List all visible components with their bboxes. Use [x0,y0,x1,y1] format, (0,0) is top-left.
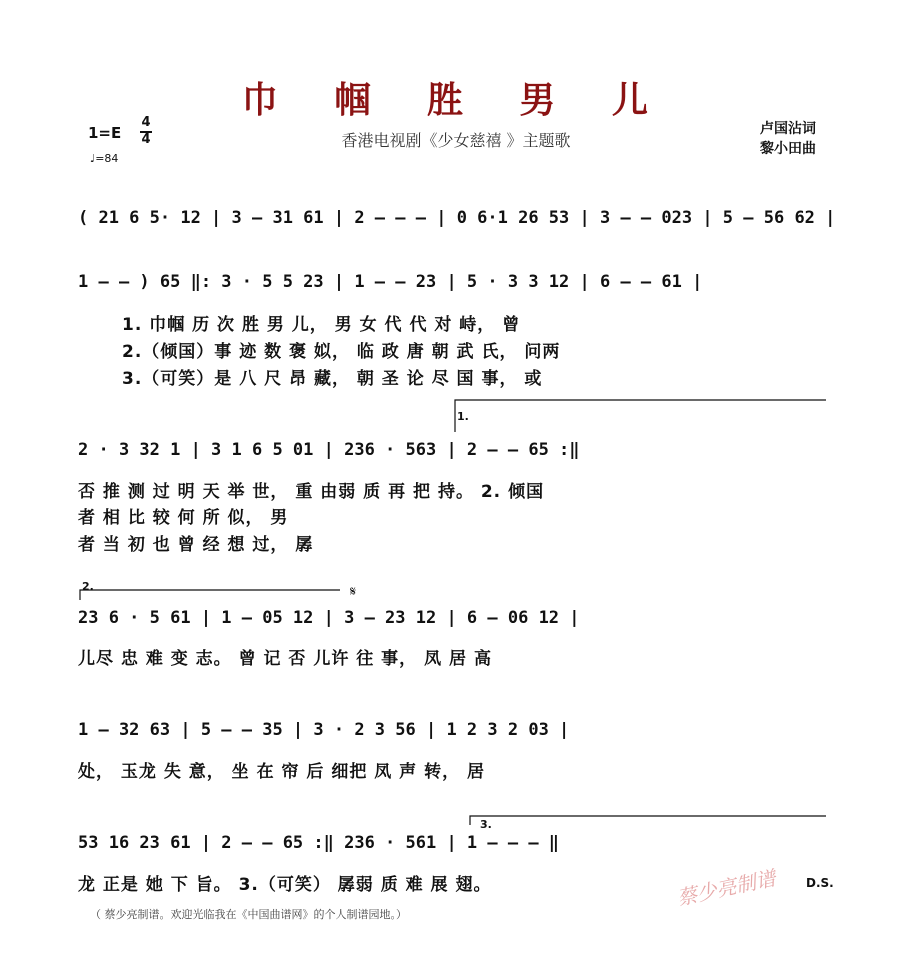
score-row-5-notes: 1 — 32 63 | 5 — — 35 | 3 · 2 3 56 | 1 2 3 2 03 | [78,720,570,740]
time-signature-bottom: 4 [141,132,151,147]
volta-1-label: 1. [457,410,469,423]
score-row-3-notes: 2 · 3 32 1 | 3 1 6 5 01 | 236 · 563 | 2 — — 65 :‖ [78,440,580,460]
footer-note: （ 蔡少亮制谱。欢迎光临我在《中国曲谱网》的个人制谱园地。） [90,908,407,921]
volta-2-bracket [80,590,340,600]
lyrics-row-2-verse-1: 1. 巾帼 历 次 胜 男 儿， 男 女 代 代 对 峙， 曾 [122,315,521,335]
lyrics-row-2-verse-2: 2.（倾国）事 迹 数 褒 姒， 临 政 唐 朝 武 氏， 问两 [122,342,561,362]
watermark: 蔡少亮制谱 [674,865,778,911]
song-title: 巾 帼 胜 男 儿 [241,80,671,121]
lyrics-row-3-verse-2: 者 相 比 较 何 所 似， 男 [78,508,289,528]
volta-3-label: 3. [480,818,492,831]
score-row-2-notes: 1 — — ) 65 ‖: 3 · 5 5 23 | 1 — — 23 | 5 · 3 3 12 | 6 — — 61 | [78,272,703,292]
lyrics-row-5: 处， 玉龙 失 意， 坐 在 帘 后 细把 凤 声 转， 居 [78,762,486,782]
score-row-6-notes: 53 16 23 61 | 2 — — 65 :‖ 236 · 561 | 1 — — — ‖ [78,833,560,853]
song-subtitle: 香港电视剧《少女慈禧 》主题歌 [341,131,571,150]
lyrics-row-2-verse-3: 3.（可笑）是 八 尺 昂 藏， 朝 圣 论 尽 国 事， 或 [122,369,543,389]
composer-credit: 黎小田曲 [760,141,816,157]
dal-segno-marking: D.S. [806,876,834,890]
quarter-note-icon: ♩ [90,152,96,165]
key-signature: 1=E [88,124,122,142]
segno-icon: 𝄋 [350,584,357,600]
volta-2-label: 2. [82,580,94,593]
lyrics-row-3-verse-1: 否 推 测 过 明 天 举 世， 重 由弱 质 再 把 持。 2. 倾国 [78,482,545,502]
lyricist-credit: 卢国沾词 [760,121,816,137]
volta-3-bracket [470,816,826,825]
time-signature-top: 4 [141,115,151,130]
lyrics-row-4: 儿尽 忠 难 变 志。 曾 记 否 儿许 往 事， 凤 居 高 [78,649,492,669]
lyrics-row-6: 龙 正是 她 下 旨。 3.（可笑） 孱弱 质 难 展 翅。 [78,875,492,895]
volta-1-bracket [455,400,826,432]
tempo-value: =84 [95,152,119,165]
lyrics-row-3-verse-3: 者 当 初 也 曾 经 想 过， 孱 [78,535,314,555]
score-row-1-notes: ( 21 6 5· 12 | 3 — 31 61 | 2 — — — | 0 6·1 26 53 | 3 — — 023 | 5 — 56 62 | [78,208,836,228]
score-row-4-notes: 23 6 · 5 61 | 1 — 05 12 | 3 — 23 12 | 6 — 06 12 | [78,608,580,628]
